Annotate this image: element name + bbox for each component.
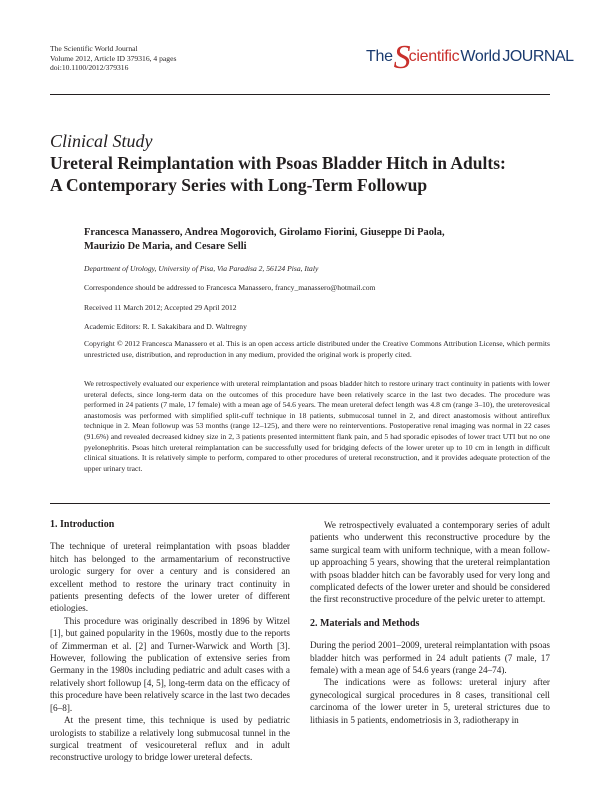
paper-title <box>50 152 550 196</box>
methods-paragraph-2: The indications were as follows: ureteral injury after gynecological surgical procedures in 8 cases, transitional cell carcinoma of the lower ureter in 5, ureteral strictures due to lithiasis in 5 patients, endometriosis in 3, radiotherapy in <box>310 677 550 725</box>
logo-world: World <box>460 48 501 65</box>
affiliation: Department of Urology, University of Pisa, Via Paradisa 2, 56124 Pisa, Italy <box>84 264 319 273</box>
title-line-1: Ureteral Reimplantation with Psoas Bladder Hitch in Adults: <box>50 153 506 173</box>
journal-info <box>50 44 176 73</box>
author-list <box>84 226 544 254</box>
logo-the: The <box>366 48 393 65</box>
received-accepted-dates: Received 11 March 2012; Accepted 29 April 2012 <box>84 303 237 312</box>
copyright-notice: Copyright © 2012 Francesca Manassero et al. This is an open access article distributed under the Creative Commons Attribution License, which permits unrestricted use, distribution, and reproduction in any medium, provided the original work is properly cited. <box>84 339 550 359</box>
academic-editors: Academic Editors: R. I. Sakakibara and D. Waltregny <box>84 322 247 331</box>
left-column <box>50 519 290 764</box>
logo-s-mark: S <box>393 39 411 76</box>
header-divider <box>50 94 550 95</box>
title-line-2: A Contemporary Series with Long-Term Followup <box>50 175 428 195</box>
abstract: We retrospectively evaluated our experience with ureteral reimplantation and psoas bladder hitch to restore urinary tract continuity in patients with lower ureteral defects, since long-term data on the outcomes of this procedure have been relatively scarce in the last two decades. The procedure was performed in 24 patients (7 male, 17 female) with a mean age of 54.6 years. The mean ureteral defect length was 4.8 cm (range 3–10), the ureterovesical anastomosis was performed with simplified split-cuff technique in 18 patients, submucosal tunnel in 2, and direct anastomosis without antireflux technique in 2. Mean followup was 53 months (range 12–125), and there were no reinterventions. Postoperative renal imaging was normal in 22 cases (91.6%) and revealed decreased kidney size in 2, 3 patients presented intermittent flank pain, and 5 had sporadic episodes of lower tract UTI but no one pyelonephritis. Psoas hitch ureteral reimplantation can be successfully used for bridging defects of the lower ureter up to 10 cm in length in difficult clinical situations. It is relatively simple to perform, compared to other procedures of ureteral reconstruction, and it provides adequate protection of the upper urinary tract. <box>84 379 550 473</box>
logo-scientific: cientific <box>408 48 460 65</box>
authors-line-1: Francesca Manassero, Andrea Mogorovich, Girolamo Fiorini, Giuseppe Di Paola, <box>84 227 445 238</box>
methods-paragraph-1: During the period 2001–2009, ureteral reimplantation with psoas bladder hitch was performed in 24 adult patients (7 male, 17 female) with a mean age of 54.6 years (range 24–74). <box>310 640 550 676</box>
methods-heading: 2. Materials and Methods <box>310 617 420 629</box>
intro-paragraph-3: At the present time, this technique is used by pediatric urologists to stabilize a relatively long submucosal tunnel in the surgical treatment of vesicoureteral reflux and in adult reconstructive urology to bridge lower ureteral defects. <box>50 715 290 763</box>
journal-name: The Scientific World Journal <box>50 44 138 53</box>
intro-paragraph-2: This procedure was originally described in 1896 by Witzel [1], but gained popularity in the 1960s, mostly due to the reports of Zimmerman et al. [2] and Turner-Warwick and Worth [3]. However, following the publication of extensive series from Germany in the 1980s including pediatric and adult cases with a relatively short followup [4, 5], long-term data on the efficacy of this procedure have been relatively scarce in the last two decades [6–8]. <box>50 615 290 713</box>
authors-line-2: Maurizio De Maria, and Cesare Selli <box>84 241 247 252</box>
article-type: Clinical Study <box>50 131 153 151</box>
abstract-divider <box>50 503 550 504</box>
doi: doi:10.1100/2012/379316 <box>50 63 129 73</box>
introduction-heading: 1. Introduction <box>50 519 115 530</box>
logo-journal: JOURNAL <box>502 48 574 65</box>
intro-paragraph-4: We retrospectively evaluated a contemporary series of adult patients who underwent this reconstructive procedure by the same surgical team with uniform technique, with a mean follow-up approaching 5 years, showing that the ureteral reimplantation with psoas bladder hitch can be favorably used for very long and complicated defects of the lower ureter and should be considered the first reconstructive procedure of the pelvic ureter to attempt. <box>310 520 550 605</box>
right-column <box>310 519 550 726</box>
intro-paragraph-1: The technique of ureteral reimplantation with psoas bladder hitch has belonged to the armamentarium of reconstructive urologic surgery for over a century and is considered an excellent method to restore the urinary tract continuity in patients presenting defects of the lower ureter of different etiologies. <box>50 541 290 614</box>
correspondence: Correspondence should be addressed to Francesca Manassero, francy_manassero@hotmail.com <box>84 283 376 292</box>
volume-info: Volume 2012, Article ID 379316, 4 pages <box>50 53 177 63</box>
journal-logo <box>366 40 574 74</box>
